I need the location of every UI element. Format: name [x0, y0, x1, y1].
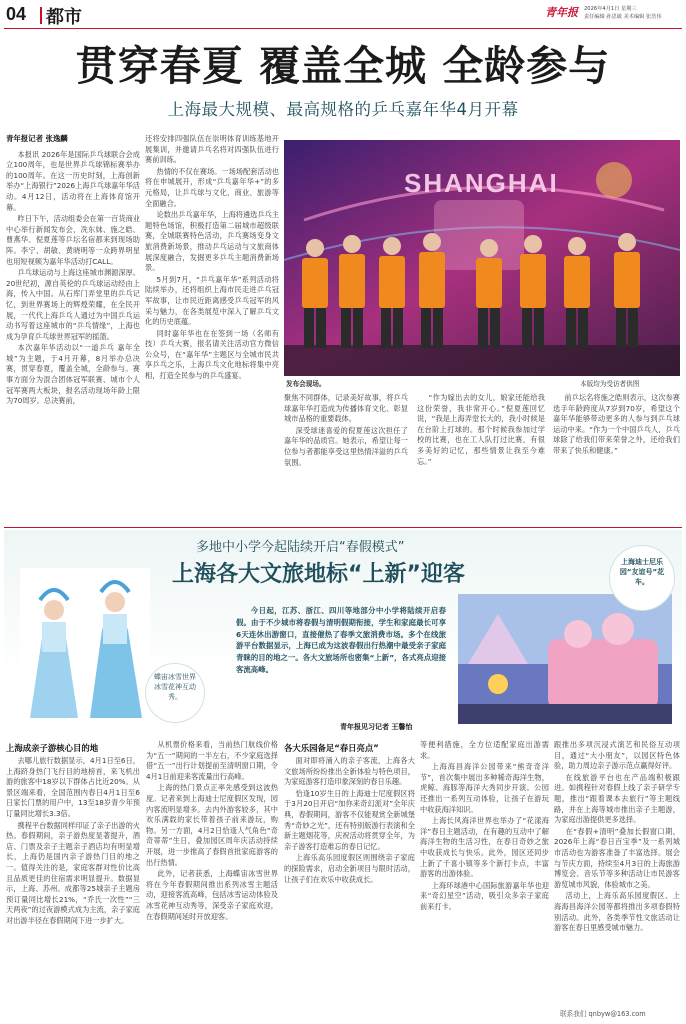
story2-kicker: 多地中小学今起陆续开启“春假模式” [196, 540, 405, 555]
story-divider [4, 527, 682, 528]
story1-paragraph: 5月到7月，“乒乓嘉年华”系列活动将陆续举办，还将组织上海市民走进乒乓冠军故事，让市民近距离感受乒乓冠军的风采与魅力，在各类展览中深入了解乒乓文化的历史底蕴。 [145, 274, 279, 327]
footer-contact: 联系我们 qnbyw@163.com [560, 1010, 646, 1018]
story2-paragraph: 去哪儿旅行数据显示，4月1日至6日，上海跻身热门飞行目的地榜首，来飞机出游的旅客中18岁以下群体占比近20%。从景区端来看，全国范围内春日4月1日至6日家长门票的用户中，13至18岁青少年预订量同比增长3.3倍。 [6, 756, 140, 818]
ice-show-photo [20, 568, 150, 718]
story2-paragraph: 上海海昌海洋公园带来“熊奇奇洋节”，首次集中展出多种稀奇海洋生物，虎鲸、海豚等海洋大秀同步开演。公园还推出一系列互动体验，让孩子在游玩中收获海洋知识。 [420, 762, 549, 814]
page-header [0, 0, 686, 30]
story1-column-1 [6, 134, 140, 538]
story2-column-1 [6, 740, 140, 1008]
story1-column-2 [145, 134, 279, 538]
story2-lede: 今日起，江苏、浙江、四川等地部分中小学将陆续开启春假。由于不少城市将春假与清明假期衔接，学生和家庭最长可享6天连休出游窗口，直接催热了春季文旅消费市场。多个在线旅游平台数据显示，上海已成为这波春假出行热潮中最受亲子家庭青睐的目的地之一。各大文旅场所也密集“上新”，各式亮点迎接客流高峰。 [236, 606, 446, 674]
story2-paragraph: 在“春假+清明”叠加长假窗口期，2026年上海“春日百宝季”及一系列城市活动也为游客准备了丰富选择。展会与节庆方面，持续至4月3日的上海旅游博览会、音乐节等多种活动让市民游客游览城市风貌，体验城市之美。 [554, 826, 680, 889]
story2-paragraph: 上海乐高乐园度假区则围绕亲子家庭的探险需求，启动全新项目与限时活动，让孩子们在欢乐中收获成长。 [284, 853, 415, 884]
ice-show-caption: 蝶宙冰雪世界冰雪花神互动秀。 [154, 673, 196, 701]
section-divider [40, 7, 42, 24]
story2-paragraph: 上海的热门景点正率先感受到这波热度。记者来到上海迪士尼度假区发现，园内客流明显增多。去内外游客较多，其中欢乐满载的家长带着孩子前来游玩，购物。另一方面，4月2日恰逢人气角色“奇奇蒂蒂”生日，叠加园区周年庆活动持续开展，进一步推高了春假首批家庭游客的出行热情。 [146, 783, 278, 867]
issue-date: 2026年4月1日 星期三 [584, 6, 637, 12]
story2-subheading: 上海成亲子游核心目的地 [6, 743, 99, 753]
editors-line: 责任编辑 孙思敏 美术编辑 张浩伟 [584, 14, 662, 20]
disney-float-photo [458, 594, 672, 724]
story1-paragraph: 聚焦不同群体，记录美好故事，将乒乓球嘉年华打造成为传播体育文化、彰显城市品格的重要载体。 [284, 393, 408, 424]
story2-byline: 青年报见习记者 王馨怡 [340, 723, 413, 731]
story2-paragraph: 面对即将涌入的亲子客流，上海各大文旅场所纷纷推出全新体验与特色项目，为家庭游客打造印象深刻的春日乐趣。 [284, 756, 415, 787]
story1-paragraph: 还将安排四强队伍在崇明体育训练基地开展集训，并邀请乒乓名将对四强队伍进行赛前训练。 [145, 134, 279, 165]
story2-column-5 [554, 740, 680, 1002]
story1-paragraph: 乒乓球运动与上海这座城市渊源深厚。20世纪初，源自英伦的乒乓球运动经由上海，传入中国。从石库门弄堂里的乒乓记忆，到世界赛场上的辉煌荣耀，在全民开展，一代代上海乒乓人通过为中国乒乓运动书写着这座城市的“乒乓情缘”，上海也成为孕育乒乓球世界冠军的摇篮。 [6, 268, 140, 341]
page-number: 04 [6, 4, 27, 24]
story1-column-5 [553, 393, 680, 523]
story1-paragraph: 论数出乒乓嘉年华，上海将遴选乒乓主题特色场馆，积极打造第二届城市超级联赛，全城联赛特色活动，乒乓赛场变身文旅消费新场景，推动乒乓运动与文旅商体展深度融合，发掘更多乒乓主题消费新场景。 [145, 210, 279, 273]
photo-caption-right: 本版均为受访者供图 [580, 380, 640, 388]
ice-show-figures [20, 568, 150, 718]
story1-column-4 [417, 393, 545, 523]
story1-paragraph: 本报讯 2026年是国际乒乓球联合会成立100周年，也是世界乒乓球锦标赛举办的100周年。在这一历史时刻，上海创新举办“上海银行”2026上海乒乓球嘉年华活动。4月12日，活动将在上海体育馆开幕。 [6, 149, 140, 212]
story1-byline: 青年报记者 张逸麟 [6, 134, 68, 143]
header-rule [4, 28, 682, 29]
story1-paragraph: 深受球迷喜爱的倪夏莲这次担任了嘉年华的品质官。她表示，希望让每一位参与者都能享受这里热情洋溢的乒乓氛围。 [284, 425, 408, 467]
story2-paragraph: 等便利措施，全方位适配家庭出游需求。 [420, 740, 549, 760]
parade-scene [458, 594, 672, 724]
story2-paragraph: 上海环球港中心国际旅游嘉年华也迎来“奇幻星空”活动，吸引众多亲子家庭前来打卡。 [420, 880, 549, 911]
story2-column-3 [284, 740, 415, 1008]
story2-paragraph: 恰逢10岁生日的上海迪士尼度假区将于3月20日开启“加你来奇幻派对”全年庆典，春假期间，游客不仅能观赏全新城堡秀“奇妙之光”，还有特别版游行表演和全新主题烟花等，庆祝活动将贯穿全年，为亲子游客打造难忘的春日记忆。 [284, 788, 415, 851]
story1-paragraph: 热情的不仅在赛场。一场场配套活动也将在申城展开，形成“乒乓嘉年华+”的多元格局，让乒乓球与文化、商业、旅游等全面融合。 [145, 166, 279, 208]
story1-paragraph: “作为嫁出去的女儿，娘家还能给我这份荣誉，我非常开心。”倪夏莲回忆说，“我是上海弄堂长大的，我小时候是在台阶上打球的。那个时候我参加过学校的比赛，也在工人队打过比赛，有很多美好的记忆，那些情景让我至今难忘。” [417, 393, 545, 466]
disney-caption: 上海迪士尼乐园“友谊号”花车。 [619, 558, 665, 586]
story1-column-3 [284, 393, 408, 523]
story2-column-2 [146, 740, 278, 1008]
photo-caption-left: 发布会现场。 [286, 380, 326, 388]
press-conference-photo [284, 140, 680, 376]
story2-subheading: 各大乐园备足“春日亮点” [284, 743, 379, 753]
story2-paragraph: 活动上，上海乐高乐园度假区、上海海昌海洋公园等都将推出多项春假特别活动。此外，各类季节性文旅活动让游客在春日里感受城市魅力。 [554, 891, 680, 933]
story2-paragraph: 从机票价格来看，当前热门航线价格为“五一”期间的一半左右，不少家庭选择借“五一”出行计划提前至清明窗口期，令4月1日前迎来客流量出行高峰。 [146, 740, 278, 781]
story2-column-4 [420, 740, 549, 1008]
section-name: 都市 [46, 7, 82, 28]
story2-paragraph: 在线旅游平台也在产品端积极跟进。如携程针对春假上线了亲子研学专题，推出“跟着课本去旅行”等主题线路，并在上海等城市推出亲子主题游，为家庭出游提供更多选择。 [554, 772, 680, 825]
story1-paragraph: 前乒坛名将施之皓则表示，这次参赛选手年龄跨度从7岁到70岁，希望这个嘉年华能够带动更多的人参与到乒乓球运动中来。“作为一个中国乒乓人，乒乓球除了给我们带来荣誉之外，还给我们带来了快乐和健康。” [553, 393, 680, 455]
story1-paragraph: 同时嘉年华也在在签到一场（名师有技）乒乓大赛，报名请关注活动官方微信公众号，在“嘉年华”主题区与全城市民共享乒乓之乐，上海乒乓文化地标将集中亮相，打造全民参与的乒乓盛宴。 [145, 328, 279, 381]
main-headline: 贯穿春夏 覆盖全城 全龄参与 [75, 42, 611, 90]
story1-paragraph: 昨日下午，活动组委会在第一百货商业中心举行新闻发布会，冼东妹、施之皓、曹燕华、倪夏莲等乒坛名宿都来到现场助阵。李宁、胡敏、黄晓明等一众跨界明星也用短视频为嘉年华活动打CALL。 [6, 214, 140, 266]
story2-paragraph: 携程平台数据同样印证了亲子出游的火热。春假期间，亲子游热度显著提升，酒店、门票及亲子主题亲子酒店均有明显增长，上海仍是国内亲子游热门目的地之一。值得关注的是，家庭客群对性价比高且品质更佳的住宿需求明显提升。数据显示，上海、苏州、成都等25城亲子主题房预订量同比增长21%，“乔氏一次性”“三天两夜”的过夜游模式成为主流，亲子家庭对出游半径在春假期间下进一步扩大。 [6, 820, 140, 925]
photo-banner-text: SHANGHAI [404, 168, 559, 198]
story2-paragraph: 此外，记者获悉，上海蝶宙冰雪世界将在今年春假期间推出系列冰雪主题活动，迎接客流高峰，包括冰雪运动体验及冰雪花神互动秀等，深受亲子家庭欢迎，在春假期间延时开放迎客。 [146, 869, 278, 921]
story1-paragraph: 本次嘉年华活动以“一道乒乓 嘉年全城”为主题，于4月开幕，8月举办总决赛，贯穿春夏，覆盖全城，全龄参与。赛事方面分为混合团体冠军联赛、城市个人冠军赛两大板块，报名活动现场年龄上限为70周岁。总决赛前， [6, 343, 140, 406]
masthead-logo: 青年报 [545, 6, 578, 19]
story2-paragraph: 上海长风海洋世界也举办了“花漾海洋”春日主题活动，在有趣的互动中了解海洋生物的生活习性，在春日奇妙之旅中收获成长与快乐。此外，园区还同步上新了千喜小镇等多个新打卡点，丰富游客的出游体验。 [420, 816, 549, 879]
story2-paragraph: 跟推出多项沉浸式演艺和民俗互动项目，通过“大小朋友”，以园区特色体验，助力周边亲子游示范点赢得好评。 [554, 740, 680, 771]
story2-headline: 上海各大文旅地标“上新”迎客 [172, 562, 465, 587]
main-subheadline: 上海最大规模、最高规格的乒乓嘉年华4月开幕 [167, 100, 519, 119]
